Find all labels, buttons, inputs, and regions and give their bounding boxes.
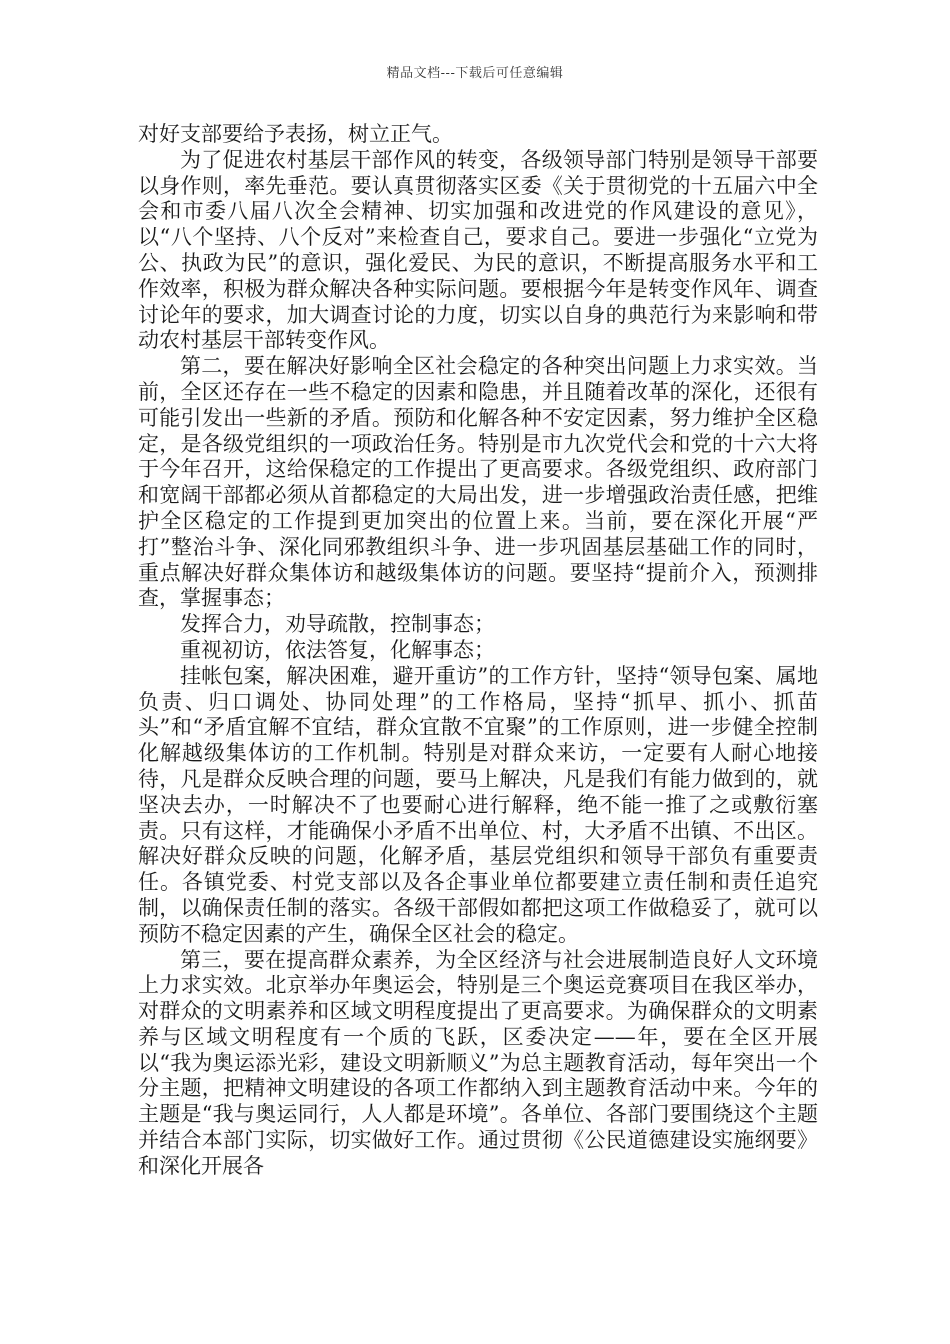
paragraph-list-item-1: 发挥合力，劝导疏散，控制事态；	[180, 612, 495, 637]
paragraph-continuation: 对好支部要给予表扬，树立正气。	[138, 122, 453, 146]
paragraph-list-item-2: 重视初访，依法答复，化解事态；	[180, 637, 495, 662]
paragraph-cadre-style: 为了促进农村基层干部作风的转变，各级领导部门特别是领导干部要以身作则，率先垂范。要认真贯彻落实区委《关于贯彻党的十五届六中全会和市委八届八次全会精神、切实加强和改进党的作风建设的意见》，以“八个坚持、八个反对”来检查自己，要求自己。要进一步强化“立党为公、执政为民”的意识，强化爱民、为民的意识，不断提高服务水平和工作效率，积极为群众解决各种实际问题。要根据今年是转变作风年、调查讨论年的要求，加大调查讨论的力度，切实以自身的典范行为来影响和带动农村基层干部转变作风。	[138, 147, 818, 353]
page-header: 精品文档---下载后可任意编辑	[386, 66, 564, 81]
paragraph-petition-work: 挂帐包案，解决困难，避开重访”的工作方针，坚持“领导包案、属地负责、归口调处、协同处理”的工作格局，坚持“抓早、抓小、抓苗头”和“矛盾宜解不宜结，群众宜散不宜聚”的工作原则，进一步健全控制化解越级集体访的工作机制。特别是对群众来访，一定要有人耐心地接待，凡是群众反映合理的问题，要马上解决，凡是我们有能力做到的，就坚决去办，一时解决不了也要耐心进行解释，绝不能一推了之或敷衍塞责。只有这样，才能确保小矛盾不出单位、村，大矛盾不出镇、不出区。解决好群众反映的问题，化解矛盾，基层党组织和领导干部负有重要责任。各镇党委、村党支部以及各企事业单位都要建立责任制和责任追究制，以确保责任制的落实。各级干部假如都把这项工作做稳妥了，就可以预防不稳定因素的产生，确保全区社会的稳定。	[138, 663, 818, 946]
paragraph-second-point: 第二，要在解决好影响全区社会稳定的各种突出问题上力求实效。当前，全区还存在一些不稳定的因素和隐患，并且随着改革的深化，还很有可能引发出一些新的矛盾。预防和化解各种不安定因素，努力维护全区稳定，是各级党组织的一项政治任务。特别是市九次党代会和党的十六大将于今年召开，这给保稳定的工作提出了更高要求。各级党组织、政府部门和宽阔干部都必须从首都稳定的大局出发，进一步增强政治责任感，把维护全区稳定的工作提到更加突出的位置上来。当前，要在深化开展“严打”整治斗争、深化同邪教组织斗争、进一步巩固基层基础工作的同时，重点解决好群众集体访和越级集体访的问题。要坚持“提前介入，预测排查，掌握事态；	[138, 354, 818, 611]
paragraph-third-point: 第三，要在提高群众素养，为全区经济与社会进展制造良好人文环境上力求实效。北京举办年奥运会，特别是三个奥运竞赛项目在我区举办，对群众的文明素养和区域文明程度提出了更高要求。为确保群众的文明素养与区域文明程度有一个质的飞跃，区委决定——年，要在全区开展以“我为奥运添光彩，建设文明新顺义”为总主题教育活动，每年突出一个分主题，把精神文明建设的各项工作都纳入到主题教育活动中来。今年的主题是“我与奥运同行，人人都是环境”。各单位、各部门要围绕这个主题并结合本部门实际，切实做好工作。通过贯彻《公民道德建设实施纲要》和深化开展各	[138, 947, 818, 1178]
document-body	[138, 122, 818, 1180]
